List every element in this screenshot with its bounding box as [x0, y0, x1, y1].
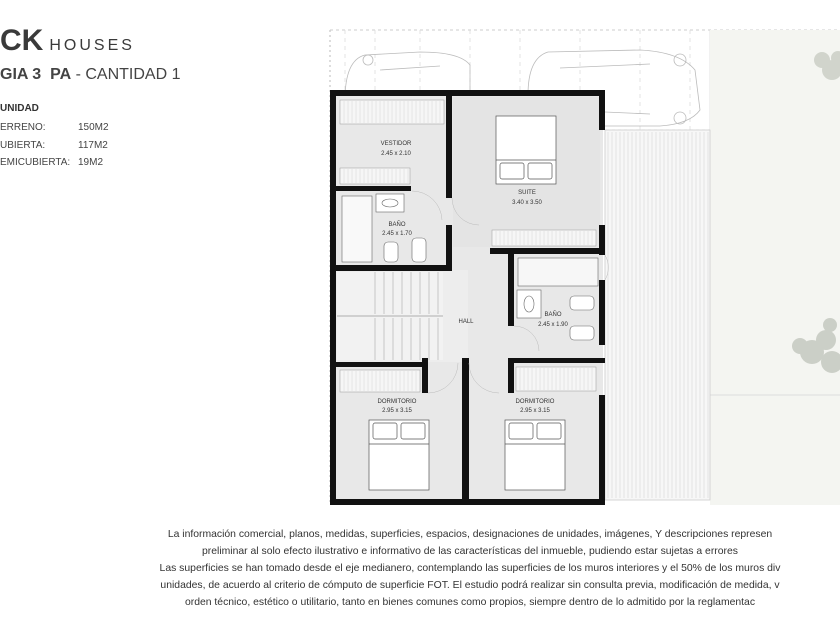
spec-value: 19M2 [78, 157, 104, 168]
room-label-bano1: BAÑO [388, 222, 406, 228]
disclaimer-line: unidades, de acuerdo al criterio de cómputo de superficie FOT. El estudio podrá realizar sin consulta previa, modificación de medida, v [160, 580, 780, 591]
legal-disclaimer [70, 526, 840, 611]
room-label-hall: HALL [458, 319, 474, 325]
terrace-deck [605, 130, 710, 500]
spec-label: EMICUBIERTA: [0, 157, 71, 168]
tipologia-label: GIA 3 [0, 66, 42, 83]
cantidad-label: - CANTIDAD 1 [75, 66, 181, 83]
bed-dorm2 [505, 420, 565, 490]
disclaimer-line: Las superficies se han tomado desde el eje medianero, contemplando las superficies de los muros interiores y el 50% de los muros div [159, 563, 781, 574]
staircase [337, 272, 443, 360]
room-dim-bano1: 2.45 x 1.70 [382, 231, 412, 237]
room-dim-dorm1: 2.95 x 3.15 [382, 408, 412, 414]
room-label-vestidor: VESTIDOR [380, 141, 412, 147]
bed-suite [496, 116, 556, 184]
room-dim-vestidor: 2.45 x 2.10 [381, 151, 411, 157]
spec-label: UBIERTA: [0, 140, 46, 151]
room-label-suite: SUITE [518, 190, 536, 196]
room-dim-suite: 3.40 x 3.50 [512, 200, 542, 206]
room-label-dorm2: DORMITORIO [515, 399, 555, 405]
spec-value: 117M2 [78, 140, 108, 151]
spec-value: 150M2 [78, 122, 109, 133]
specs-title: UNIDAD [0, 103, 39, 114]
disclaimer-line: La información comercial, planos, medidas, superficies, espacios, designaciones de unidades, imágenes, Y descripciones represen [167, 529, 773, 540]
disclaimer-line: preliminar al solo efecto ilustrativo e informativo de las características del inmueble, pudiendo estar sujetas a errores [202, 546, 738, 557]
room-dim-dorm2: 2.95 x 3.15 [520, 408, 550, 414]
garden-area [710, 30, 840, 505]
brand-name: CK [0, 24, 44, 57]
room-dim-bano2: 2.45 x 1.90 [538, 322, 568, 328]
spec-label: ERRENO: [0, 122, 46, 133]
planta-label: PA [50, 66, 72, 83]
room-label-dorm1: DORMITORIO [377, 399, 417, 405]
disclaimer-line: orden técnico, estético o utilitario, tanto en bienes comunes como propios, siempre dentro de lo admitido por la reglamentac [184, 597, 756, 608]
brand-suffix: HOUSES [49, 37, 135, 54]
room-label-bano2: BAÑO [544, 312, 562, 318]
bed-dorm1 [369, 420, 429, 490]
